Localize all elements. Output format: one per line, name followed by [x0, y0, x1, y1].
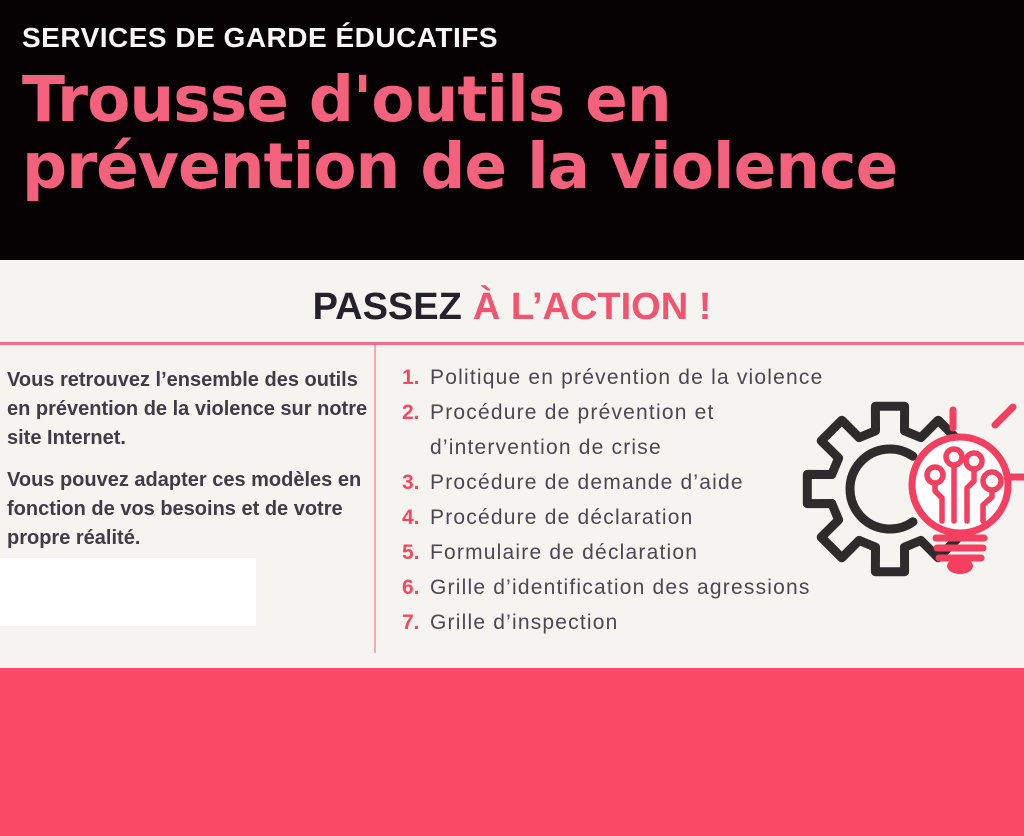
list-item-label: Procédure de prévention et d’intervention de crise: [430, 401, 715, 459]
list-item-label: Grille d’inspection: [430, 611, 619, 634]
list-item-label: Procédure de déclaration: [430, 506, 694, 529]
eyebrow-label: SERVICES DE GARDE ÉDUCATIFS: [22, 22, 499, 53]
intro-paragraph-2: Vous pouvez adapter ces modèles en fonction de vos besoins et de votre propre réalité.: [7, 469, 362, 549]
list-item-number: 5.: [402, 541, 420, 564]
section-heading: [0, 286, 1024, 329]
section-heading-accent: À L’ACTION !: [472, 286, 712, 328]
blank-white-patch: [0, 558, 256, 626]
list-item-number: 2.: [402, 401, 420, 424]
intro-text: [7, 366, 375, 566]
list-item-number: 3.: [402, 471, 420, 494]
list-item-label: Grille d’identification des agressions: [430, 576, 811, 599]
horizontal-divider: [0, 342, 1024, 345]
list-item-label: Politique en prévention de la violence: [430, 366, 824, 389]
list-item-number: 7.: [402, 611, 420, 634]
poster-title-line1: Trousse d'outils en: [22, 63, 671, 136]
footer-band: [0, 668, 1024, 836]
poster-title: [22, 63, 898, 203]
list-item-label: Formulaire de déclaration: [430, 541, 699, 564]
list-item-number: 1.: [402, 366, 420, 389]
section-heading-prefix: PASSEZ: [312, 286, 462, 328]
list-item-number: 6.: [402, 576, 420, 599]
header-banner: [0, 0, 1024, 260]
poster-title-line2: prévention de la violence: [22, 130, 898, 203]
intro-paragraph-1: Vous retrouvez l’ensemble des outils en prévention de la violence sur notre site Internet.: [7, 369, 368, 449]
action-section: [0, 260, 1024, 668]
list-item-number: 4.: [402, 506, 420, 529]
list-item-label: Procédure de demande d’aide: [430, 471, 744, 494]
gear-lightbulb-illustration: [770, 385, 1024, 590]
list-item: [402, 605, 902, 640]
